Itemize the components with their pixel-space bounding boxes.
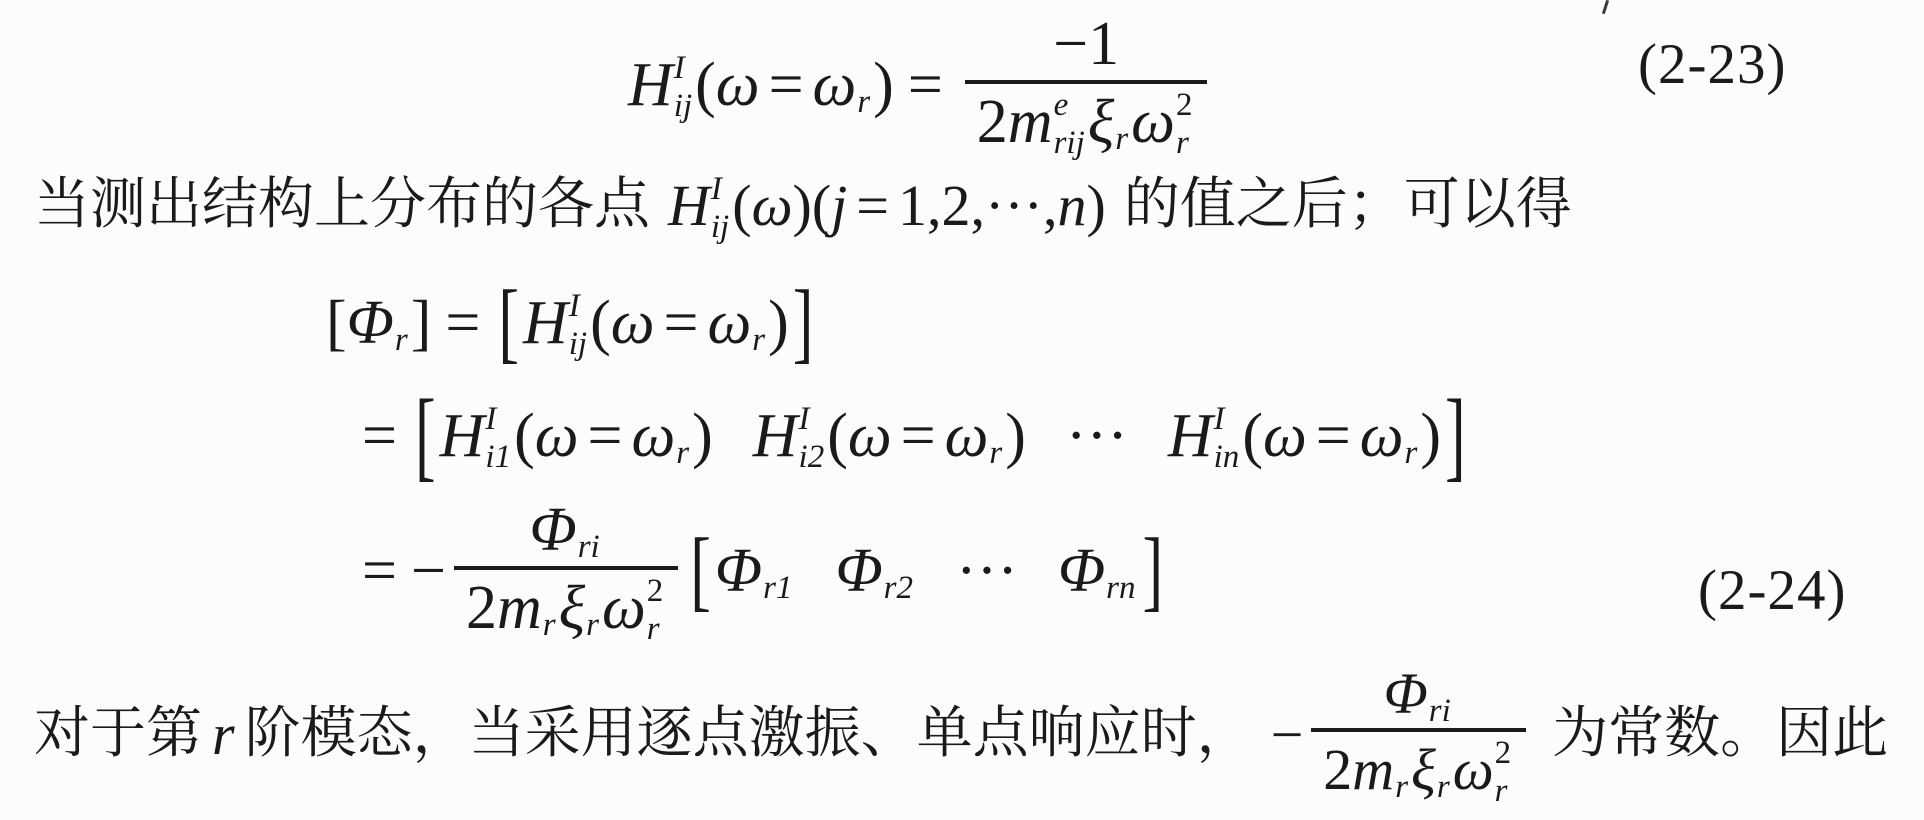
paragraph-1-tail: 的值之后；可以得 (1123, 174, 1572, 237)
subscript-i1: i1 (485, 438, 512, 475)
superscript-I: I (673, 49, 685, 86)
subscript-r2: r2 (883, 569, 913, 606)
h-term-ij (522, 287, 789, 362)
superscript-I: I (485, 400, 497, 437)
var-omega: ω (847, 401, 892, 470)
numerator (1372, 661, 1466, 730)
cdots: ··· (985, 173, 1043, 239)
subscript-rij: rij (1053, 125, 1085, 162)
paragraph-2-tail: 为常数。因此 (1552, 703, 1889, 766)
coef-two: 2 (1323, 736, 1353, 802)
var-Phi: Φ (835, 536, 883, 605)
numerator (517, 495, 614, 566)
var-H: H (628, 50, 673, 119)
fraction-phi-ri (454, 495, 678, 648)
subscript-r: r (1115, 121, 1129, 158)
subscript-r: r (394, 321, 408, 358)
superscript-I: I (568, 287, 580, 324)
var-omega: ω (1131, 88, 1175, 156)
var-omega: ω (751, 173, 793, 239)
var-m: m (496, 574, 542, 642)
equals-sign: = (900, 401, 936, 470)
var-xi: ξ (558, 574, 586, 642)
superscript-2: 2 (1175, 87, 1193, 124)
right-paren: ) (1086, 173, 1106, 239)
cdots: ··· (1065, 401, 1128, 470)
denominator (1311, 734, 1526, 809)
equation-number-2-24: (2-24) (1698, 559, 1847, 622)
subscript-r: r (646, 611, 660, 648)
subscript-ri: ri (1428, 693, 1451, 730)
fraction-2-23 (965, 9, 1208, 162)
var-omega-r: ω (707, 288, 752, 357)
equals-sign: = (362, 536, 397, 605)
phi-rn (1058, 537, 1139, 605)
superscript-I: I (710, 170, 722, 207)
minus-sign: − (1270, 702, 1304, 768)
superscript-e: e (1053, 87, 1069, 124)
fraction-phi-ri (1311, 661, 1526, 809)
paragraph-2 (34, 655, 1888, 815)
var-m: m (1007, 88, 1053, 156)
left-bracket: [ (326, 288, 347, 357)
var-omega: ω (1452, 736, 1494, 802)
paragraph-1-lead: 当测出结构上分布的各点 (34, 174, 650, 237)
paragraph-2-lead: 对于第 (34, 703, 202, 766)
right-paren: ) (768, 288, 789, 357)
inline-fraction-term (1270, 661, 1535, 809)
denominator (965, 87, 1208, 162)
subscript-r1: r1 (763, 569, 793, 606)
left-paren: ( (1242, 401, 1263, 470)
right-paren: ) (792, 173, 812, 239)
var-H: H (668, 173, 710, 239)
equals-sign: = (856, 173, 890, 239)
phi-r1 (715, 537, 796, 605)
subscript-rn: rn (1106, 569, 1136, 606)
subscript-in: in (1213, 438, 1240, 475)
var-xi: ξ (1087, 88, 1115, 156)
h-supsub (1213, 400, 1240, 475)
equals-sign: = (907, 50, 943, 119)
left-paren: ( (827, 401, 848, 470)
equals-sign: = (445, 288, 481, 357)
equation-2-24-line-2 (362, 380, 1470, 492)
var-H: H (439, 401, 485, 470)
var-H: H (522, 288, 568, 357)
omega-supsub (1176, 89, 1193, 160)
equation-number-2-23: (2-23) (1638, 33, 1787, 96)
minus-sign: − (410, 536, 446, 605)
scan-artifact-mark (1602, 0, 1609, 14)
right-paren: ) (1005, 401, 1026, 470)
subscript-r: r (542, 607, 556, 644)
paragraph-2-mid: 阶模态，当采用逐点激振、单点响应时， (244, 703, 1253, 766)
subscript-ri: ri (577, 529, 600, 566)
var-H: H (752, 401, 798, 470)
right-paren: ) (692, 401, 713, 470)
h-supsub (568, 287, 588, 362)
var-omega-r: ω (944, 401, 989, 470)
denominator (454, 573, 678, 648)
m-supsub (1054, 89, 1085, 160)
var-j: j (831, 173, 848, 239)
subscript-r: r (1175, 125, 1189, 162)
left-paren: ( (811, 173, 832, 239)
comma: , (1042, 173, 1058, 239)
var-omega-r: ω (1359, 401, 1404, 470)
subscript-r: r (752, 321, 766, 358)
subscript-r: r (1404, 434, 1418, 471)
left-paren: ( (514, 401, 535, 470)
omega-supsub (647, 575, 664, 646)
var-omega: ω (610, 288, 655, 357)
subscript-r: r (586, 607, 599, 644)
fraction-bar (1311, 728, 1526, 732)
subscript-r: r (1494, 772, 1508, 809)
subscript-r: r (1395, 769, 1409, 806)
tall-right-bracket: ] (1445, 380, 1466, 492)
equals-sign: = (663, 288, 699, 357)
tall-right-bracket: ] (1142, 521, 1164, 621)
omega-supsub (1494, 734, 1512, 809)
superscript-2: 2 (1494, 734, 1512, 771)
h-term-ij (628, 49, 894, 124)
var-omega: ω (601, 574, 646, 642)
equals-sign: = (362, 401, 397, 470)
right-paren: ) (873, 50, 894, 119)
h-supsub (710, 170, 730, 245)
tall-left-bracket: [ (690, 521, 711, 621)
var-H: H (1167, 401, 1213, 470)
subscript-ij: ij (568, 325, 588, 362)
var-Phi: Φ (714, 536, 763, 605)
h-term-i1 (439, 400, 713, 475)
var-omega: ω (1262, 401, 1307, 470)
tall-left-bracket: [ (414, 380, 436, 492)
var-Phi: Φ (1057, 536, 1106, 605)
equation-2-23 (628, 9, 1215, 162)
var-n: n (1057, 173, 1087, 239)
var-Phi: Φ (1383, 661, 1428, 727)
equals-sign: = (768, 50, 804, 119)
var-m: m (1352, 736, 1395, 802)
subscript-r: r (676, 434, 690, 471)
subscript-ij: ij (710, 208, 730, 245)
var-omega-r: ω (812, 50, 857, 119)
h-supsub (673, 49, 693, 124)
equals-sign: = (1315, 401, 1351, 470)
numerator (1041, 9, 1131, 78)
h-term-i2 (752, 400, 1026, 475)
left-paren: ( (695, 50, 716, 119)
equals-sign: = (587, 401, 623, 470)
left-paren: ( (732, 173, 752, 239)
right-bracket: ] (410, 288, 432, 357)
var-Phi: Φ (529, 495, 577, 564)
var-Phi: Φ (346, 288, 394, 357)
list-one-two: 1,2, (898, 173, 986, 239)
right-paren: ) (1420, 401, 1441, 470)
superscript-I: I (1213, 400, 1225, 437)
subscript-r: r (857, 83, 871, 120)
subscript-r: r (1436, 769, 1450, 806)
var-omega: ω (534, 401, 579, 470)
fraction-bar (965, 80, 1208, 84)
left-paren: ( (590, 288, 611, 357)
var-xi: ξ (1411, 736, 1436, 802)
tall-right-bracket: ] (792, 273, 814, 373)
h-supsub (798, 400, 825, 475)
superscript-2: 2 (646, 573, 664, 610)
inline-math-H-omega-j (668, 170, 1106, 245)
subscript-r: r (989, 434, 1003, 471)
tall-left-bracket: [ (498, 273, 519, 373)
coef-two: 2 (976, 88, 1008, 156)
subscript-i2: i2 (798, 438, 825, 475)
paragraph-1 (34, 152, 1572, 260)
phi-r2 (835, 537, 916, 605)
var-omega-r: ω (631, 401, 676, 470)
fraction-bar (454, 566, 678, 570)
subscript-ij: ij (673, 87, 693, 124)
value-neg-one: −1 (1053, 9, 1120, 78)
equation-2-24-line-1 (326, 274, 817, 372)
superscript-I: I (798, 400, 810, 437)
var-omega: ω (715, 50, 760, 119)
h-term-in (1167, 400, 1441, 475)
equation-2-24-line-3 (362, 492, 1167, 650)
h-supsub (485, 400, 512, 475)
coef-two: 2 (465, 574, 497, 642)
cdots: ··· (956, 536, 1018, 605)
var-r: r (212, 702, 235, 768)
